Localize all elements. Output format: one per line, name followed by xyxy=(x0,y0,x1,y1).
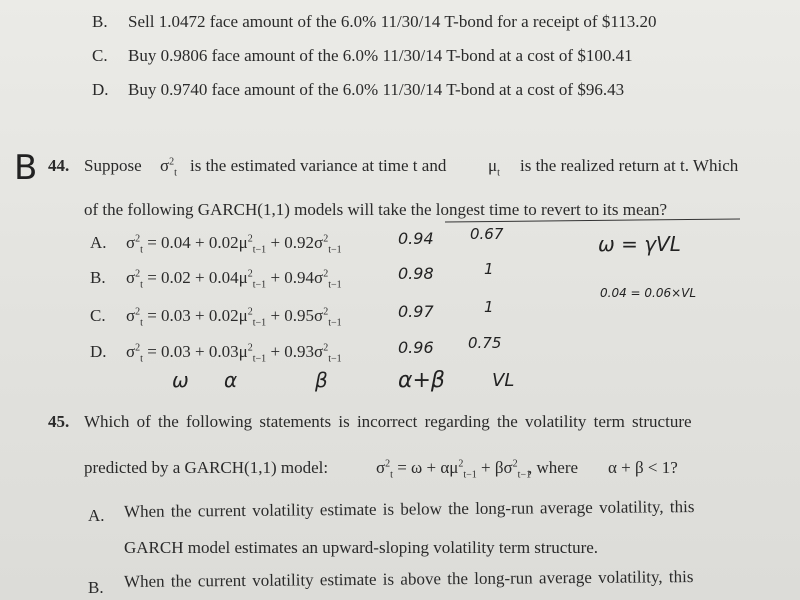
handwritten-persistence-note: 0.96 xyxy=(398,338,434,357)
q44-option-equation: $\sigma^2_t = 0.02 + 0.04\mu^2_{t-1} + 0.94\sigma^2_{t-1}$ xyxy=(126,268,342,291)
question-45-option-a-line2: GARCH model estimates an upward-sloping volatility term structure. xyxy=(124,538,599,557)
omega-value: 0.03 xyxy=(161,306,191,325)
question-45-equation: $\sigma^2_t = \omega + \alpha\mu^2_{t-1} + \beta\sigma^2_{t-1}$ xyxy=(376,458,532,481)
question-44-text-a: Suppose xyxy=(84,156,142,175)
alpha-value: 0.02 xyxy=(208,306,239,325)
prev-option-c-letter: C. xyxy=(92,46,108,65)
handwritten-side-note-1: ω = γVL xyxy=(598,232,681,256)
alpha-value: 0.02 xyxy=(208,233,239,252)
question-45-option-b-line1: When the current volatility estimate is above the long-run average volatility, this xyxy=(123,567,694,591)
handwritten-label-vl: VL xyxy=(492,370,515,391)
q44-option-letter: D. xyxy=(90,342,107,361)
handwritten-label-beta: β xyxy=(315,368,328,392)
question-45-condition: α + β < 1? xyxy=(608,458,678,477)
q44-option-letter: A. xyxy=(90,233,107,252)
handwritten-vl-note: 0.75 xyxy=(468,334,502,352)
q44-option-letter: B. xyxy=(90,268,106,287)
question-44-number: 44. xyxy=(48,156,70,175)
prev-option-c-text: Buy 0.9806 face amount of the 6.0% 11/30/14 T-bond at a cost of $100.41 xyxy=(128,46,633,65)
question-45-number: 45. xyxy=(48,412,70,431)
question-44-mu: $\mu_t$ xyxy=(488,156,500,179)
handwritten-persistence-note: 0.94 xyxy=(398,229,434,248)
handwritten-persistence-note: 0.98 xyxy=(398,264,434,283)
q44-option-equation: $\sigma^2_t = 0.04 + 0.02\mu^2_{t-1} + 0.92\sigma^2_{t-1}$ xyxy=(126,233,342,256)
handwritten-label-sum: α+β xyxy=(398,368,445,393)
question-45-line2-a: predicted by a GARCH(1,1) model: xyxy=(84,458,329,477)
question-44-text-c: is the realized return at t. Which xyxy=(520,156,739,175)
beta-value: 0.94 xyxy=(284,268,315,287)
question-45-line1: Which of the following statements is incorrect regarding the volatility term structure xyxy=(84,412,692,431)
handwritten-side-note-2: 0.04 = 0.06×VL xyxy=(600,286,697,300)
sigma-symbol: σ xyxy=(160,156,170,175)
beta-value: 0.95 xyxy=(284,306,315,325)
question-44-line2: of the following GARCH(1,1) models will take the longest time to revert to its mean? xyxy=(84,200,668,219)
alpha-value: 0.04 xyxy=(208,268,239,287)
prev-option-d-text: Buy 0.9740 face amount of the 6.0% 11/30/14 T-bond at a cost of $96.43 xyxy=(128,80,625,99)
question-45-option-a-letter: A. xyxy=(88,506,105,525)
omega-value: 0.02 xyxy=(161,268,191,287)
handwritten-answer-mark: B xyxy=(14,148,38,188)
question-45-line2-b: , where xyxy=(528,458,579,477)
question-44-text-b: is the estimated variance at time t and xyxy=(190,156,447,175)
handwritten-vl-note: 1 xyxy=(484,298,494,316)
question-44-sigma: $\sigma^2_t$ xyxy=(160,156,177,179)
handwritten-vl-note: 0.67 xyxy=(470,225,504,243)
mu-symbol: μ xyxy=(488,156,498,175)
omega-value: 0.04 xyxy=(161,233,191,252)
prev-option-b-text: Sell 1.0472 face amount of the 6.0% 11/30/14 T-bond for a receipt of $113.20 xyxy=(128,12,657,31)
prev-option-b-letter: B. xyxy=(92,12,108,31)
prev-option-d-letter: D. xyxy=(92,80,109,99)
question-45-option-a-line1: When the current volatility estimate is below the long-run average volatility, this xyxy=(123,497,695,521)
q44-option-letter: C. xyxy=(90,306,106,325)
handwritten-persistence-note: 0.97 xyxy=(398,302,434,321)
q44-option-equation: $\sigma^2_t = 0.03 + 0.03\mu^2_{t-1} + 0.93\sigma^2_{t-1}$ xyxy=(126,342,342,365)
handwritten-label-alpha: α xyxy=(224,368,238,392)
omega-value: 0.03 xyxy=(161,342,191,361)
beta-value: 0.92 xyxy=(284,233,315,252)
beta-value: 0.93 xyxy=(284,342,315,361)
q44-option-equation: $\sigma^2_t = 0.03 + 0.02\mu^2_{t-1} + 0.95\sigma^2_{t-1}$ xyxy=(126,306,342,329)
handwritten-vl-note: 1 xyxy=(484,260,494,278)
handwritten-label-omega: ω xyxy=(172,368,189,392)
alpha-value: 0.03 xyxy=(208,342,239,361)
question-45-option-b-letter: B. xyxy=(88,578,104,597)
